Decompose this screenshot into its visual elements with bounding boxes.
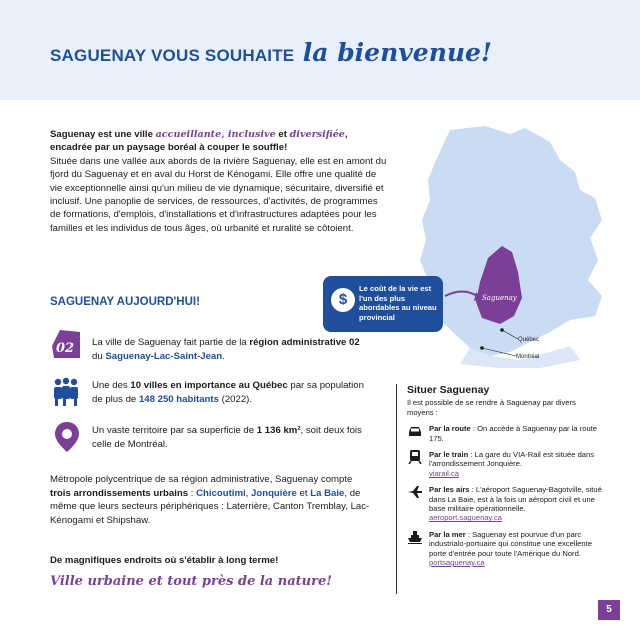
adj-diversifiee: diversifiée xyxy=(289,129,345,140)
ship-icon xyxy=(407,530,423,544)
transport-route-text: : On accède à Saguenay par la route 175. xyxy=(429,424,598,443)
quebec-map xyxy=(410,120,610,370)
intro-body: Située dans une vallée aux abords de la rivière Saguenay, elle est en amont du fjord du Saguenay et en aval du Horst de Kénogami. Elle offre une qualité de vie exceptionnelle ainsi qu'un milieu de vie dynamique, sécuritaire, diversifié et inclusif. Une panoplie de services, de ressources, d'activités, de programmes de formations, d'emplois, d'installations et d'infrastructures adaptées pour les familles et les individus de tous âges, où urbanité et ruralité se côtoient. xyxy=(50,155,387,234)
people-icon xyxy=(50,377,82,407)
page-title-main: SAGUENAY VOUS SOUHAITE xyxy=(50,46,295,65)
car-icon xyxy=(407,424,423,438)
page-title-script: la bienvenue! xyxy=(302,38,492,67)
intro-lead: Saguenay est une ville xyxy=(50,129,156,140)
transport-train-text: : La gare du VIA-Rail est située dans l'arrondissement Jonquière. xyxy=(429,450,595,469)
transport-route-label: Par la route xyxy=(429,424,471,434)
transport-air-text: : L'aéroport Saguenay-Bagotville, situé dans La Baie, est à la fois un aéroport civil et une base militaire opérationnelle. xyxy=(429,485,602,514)
tagline: De magnifiques endroits où s'établir à long terme! xyxy=(50,555,279,566)
quebec-land xyxy=(420,126,602,356)
aeroport-link[interactable]: aeroport.saguenay.ca xyxy=(429,513,502,523)
fact-territory-text: Un vaste territoire par sa superficie de 1 136 km², soit deux fois celle de Montréal. xyxy=(92,425,362,450)
transport-sea xyxy=(407,530,603,568)
intro-sep1: , xyxy=(221,129,228,140)
intro-line2: encadrée par un paysage boréal à couper le souffle! xyxy=(50,142,288,154)
region-badge-icon xyxy=(50,328,84,362)
adj-inclusive: inclusive xyxy=(227,129,276,140)
transport-sea-label: Par la mer xyxy=(429,529,466,539)
adj-accueillante: accueillante xyxy=(155,129,222,140)
map-label-quebec: Québec xyxy=(518,337,540,343)
fact-population-text: Une des 10 villes en importance au Québec par sa population de plus de 148 250 habitants (2022). xyxy=(92,380,364,405)
script-tagline: Ville urbaine et tout près de la nature! xyxy=(50,574,332,589)
transport-sea-text: : Saguenay est pourvue d'un parc industrialo-portuaire qui constitue une excellente porte d'entrée pour toute l'Amérique du Nord. xyxy=(429,529,592,558)
viarail-link[interactable]: viarail.ca xyxy=(429,468,459,478)
plane-icon xyxy=(407,485,423,499)
portsaguenay-link[interactable]: portsaguenay.ca xyxy=(429,558,485,568)
metropole-paragraph: Métropole polycentrique de sa région administrative, Saguenay compte trois arrondissements urbains : Chicoutimi, Jonquière et La Baie, de même que leurs secteurs périphériques : Laterrière, Canton Tremblay, Lac-Kénogami et Shipshaw. xyxy=(50,474,370,526)
cost-of-living-callout xyxy=(323,276,443,332)
map-label-saguenay: Saguenay xyxy=(482,294,517,302)
location-pin-icon xyxy=(52,420,82,454)
transport-train xyxy=(407,450,603,478)
intro-sep3: , xyxy=(344,129,348,140)
transport-train-label: Par le train xyxy=(429,450,469,459)
train-icon xyxy=(407,450,423,464)
section-title-aujourdhui: SAGUENAY AUJOURD'HUI! xyxy=(50,296,200,308)
region-badge-number: 02 xyxy=(56,341,75,356)
callout-text: Le coût de la vie est l'un des plus abordables au niveau provincial xyxy=(359,284,437,322)
situer-saguenay-box xyxy=(396,384,603,594)
fact-region-text: La ville de Saguenay fait partie de la région administrative 02 du Saguenay-Lac-Saint-Jean. xyxy=(92,337,360,362)
dollar-icon: $ xyxy=(331,288,355,312)
intro-sep2: et xyxy=(275,129,290,140)
page-number: 5 xyxy=(598,600,620,620)
situer-subtitle: Il est possible de se rendre à Saguenay par divers moyens : xyxy=(407,398,576,417)
intro-paragraph xyxy=(50,128,390,235)
page-title xyxy=(50,38,492,67)
situer-title: Situer Saguenay xyxy=(407,384,490,396)
transport-air-label: Par les airs xyxy=(429,485,470,495)
transport-route xyxy=(407,424,603,443)
transport-air xyxy=(407,485,603,523)
map-label-montreal: Montréal xyxy=(516,354,540,360)
